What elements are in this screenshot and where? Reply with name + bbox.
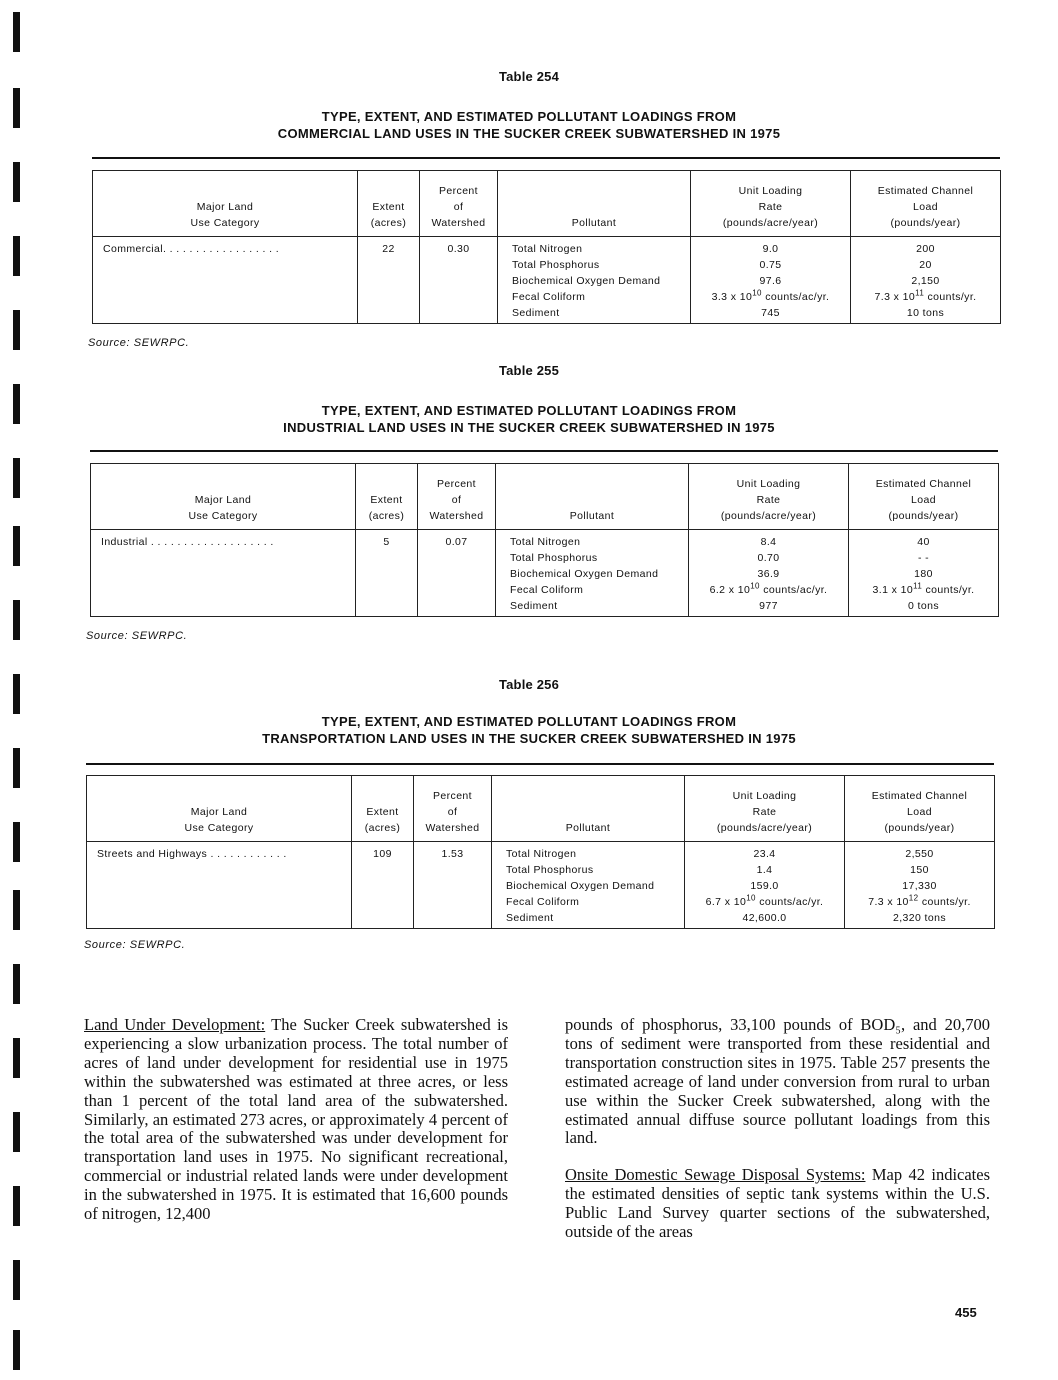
table-title-line: TYPE, EXTENT, AND ESTIMATED POLLUTANT LOADINGS FROM: [321, 714, 737, 729]
unit-rate-value: 9.0: [762, 243, 779, 255]
channel-load-value: 20: [919, 259, 932, 271]
pollutant-name: Sediment: [512, 307, 560, 319]
unit-rate-value: 97.6: [759, 275, 782, 287]
channel-load-cell: [845, 842, 995, 929]
table-title: [0, 402, 1058, 436]
pollutant-name: Fecal Coliform: [510, 584, 584, 596]
unit-rate-value: 23.4: [753, 848, 776, 860]
header-channel-load: Estimated Channel Load (pounds/year): [845, 776, 995, 842]
extent-cell: 5: [356, 530, 418, 617]
channel-load-value: 0 tons: [907, 600, 939, 612]
table-title-line: COMMERCIAL LAND USES IN THE SUCKER CREEK SUBWATERSHED IN 1975: [277, 126, 781, 141]
table-title-line: TYPE, EXTENT, AND ESTIMATED POLLUTANT LOADINGS FROM: [321, 109, 737, 124]
channel-load-value: 3.1 x $10^{11}$ counts/yr.: [872, 581, 975, 596]
body-column-left: [84, 1016, 508, 1224]
unit-rate-value: 36.9: [757, 568, 780, 580]
header-category: Major Land Use Category: [87, 776, 352, 842]
binding-mark: [13, 964, 20, 1004]
binding-mark: [13, 1260, 20, 1300]
source-note: Source: SEWRPC.: [86, 630, 188, 642]
unit-rate-value: 0.75: [759, 259, 782, 271]
page-number: 455: [955, 1305, 977, 1320]
percent-cell: 0.07: [418, 530, 496, 617]
table-row: [93, 237, 1001, 324]
category-cell: Streets and Highways . . . . . . . . . . . .: [87, 842, 352, 929]
header-channel-load: Estimated Channel Load (pounds/year): [851, 171, 1001, 237]
pollutant-name: Fecal Coliform: [506, 896, 580, 908]
binding-mark: [13, 310, 20, 350]
binding-mark: [13, 162, 20, 202]
pollutant-name: Biochemical Oxygen Demand: [506, 880, 655, 892]
binding-mark: [13, 822, 20, 862]
pollutant-name: Biochemical Oxygen Demand: [512, 275, 661, 287]
binding-mark: [13, 526, 20, 566]
channel-load-value: 40: [917, 536, 930, 548]
table-row: [87, 842, 995, 929]
channel-load-value: 150: [910, 864, 929, 876]
header-percent: Percent of Watershed: [418, 464, 496, 530]
pollutant-name: Total Phosphorus: [506, 864, 594, 876]
channel-load-value: 2,550: [905, 848, 934, 860]
category-cell: Commercial. . . . . . . . . . . . . . . . . .: [93, 237, 358, 324]
section-heading: Onsite Domestic Sewage Disposal Systems:: [565, 1165, 866, 1185]
table-title: [0, 108, 1058, 142]
table-top-rule: [92, 157, 1000, 159]
section-heading: Land Under Development:: [84, 1015, 266, 1034]
pollutant-name: Total Nitrogen: [506, 848, 577, 860]
unit-rate-cell: [685, 842, 845, 929]
paragraph-text: The Sucker Creek subwatershed is experiencing a slow urbanization process. The total number of acres of land under development for residential use in 1975 within the subwatershed was estimated at three acres, or less than 1 percent of the total land area of the subwatershed. Similarly, an estimated 273 acres, or approximately 4 percent of the total area of the subwatershed was under development for transportation land uses in 1975. No significant recreational, commercial or industrial related lands were under development in the subwatershed in 1975. It is estimated that 16,600 pounds of nitrogen, 12,400: [84, 1015, 508, 1224]
pollutant-name: Total Phosphorus: [512, 259, 600, 271]
header-pollutant: Pollutant: [492, 776, 685, 842]
table-title-line: TRANSPORTATION LAND USES IN THE SUCKER CREEK SUBWATERSHED IN 1975: [262, 731, 796, 746]
pollutant-name: Sediment: [506, 912, 554, 924]
binding-mark: [13, 600, 20, 640]
header-extent: Extent (acres): [358, 171, 420, 237]
data-table: [86, 775, 995, 929]
unit-rate-value: 1.4: [756, 864, 773, 876]
pollutant-cell: [496, 530, 689, 617]
unit-rate-cell: [691, 237, 851, 324]
body-paragraph: pounds of phosphorus, 33,100 pounds of BOD₅, and 20,700 tons of sediment were transported from these residential and transportation construction sites in 1975. Table 257 presents the estimated acreage of land under conversion from rural to urban use within the Sucker Creek subwatershed, along with the estimated annual diffuse source pollutant loadings from this land.: [565, 1015, 990, 1148]
table-top-rule: [90, 450, 998, 452]
header-percent: Percent of Watershed: [414, 776, 492, 842]
binding-mark: [13, 1186, 20, 1226]
pollutant-cell: [498, 237, 691, 324]
channel-load-cell: [851, 237, 1001, 324]
table-number: Table 255: [498, 363, 560, 378]
table-header-row: [91, 464, 999, 530]
binding-mark: [13, 12, 20, 52]
channel-load-value: 7.3 x $10^{12}$ counts/yr.: [868, 893, 971, 908]
source-note: Source: SEWRPC.: [84, 939, 186, 951]
category-cell: Industrial . . . . . . . . . . . . . . . . . . .: [91, 530, 356, 617]
data-table: [90, 463, 999, 617]
pollutant-name: Total Phosphorus: [510, 552, 598, 564]
pollutant-name: Total Nitrogen: [510, 536, 581, 548]
unit-rate-value: 42,600.0: [742, 912, 787, 924]
header-extent: Extent (acres): [356, 464, 418, 530]
percent-cell: 1.53: [414, 842, 492, 929]
channel-load-value: - -: [917, 552, 930, 564]
unit-rate-value: 6.2 x $10^{10}$ counts/ac/yr.: [709, 581, 828, 596]
source-note: Source: SEWRPC.: [88, 337, 190, 349]
body-paragraph: [84, 1016, 508, 1224]
channel-load-cell: [849, 530, 999, 617]
header-category: Major Land Use Category: [91, 464, 356, 530]
unit-rate-value: 745: [761, 307, 780, 319]
channel-load-value: 2,320 tons: [892, 912, 947, 924]
binding-mark: [13, 890, 20, 930]
pollutant-name: Sediment: [510, 600, 558, 612]
header-unit-loading: Unit Loading Rate (pounds/acre/year): [685, 776, 845, 842]
header-channel-load: Estimated Channel Load (pounds/year): [849, 464, 999, 530]
channel-load-value: 10 tons: [906, 307, 945, 319]
table-header-row: [93, 171, 1001, 237]
body-column-right: [565, 1016, 990, 1242]
binding-mark: [13, 236, 20, 276]
binding-mark: [13, 1330, 20, 1370]
data-table: [92, 170, 1001, 324]
table-title: [0, 713, 1058, 747]
table-number: Table 256: [498, 677, 560, 692]
pollutant-cell: [492, 842, 685, 929]
unit-rate-value: 6.7 x $10^{10}$ counts/ac/yr.: [705, 893, 824, 908]
binding-mark: [13, 458, 20, 498]
unit-rate-value: 3.3 x $10^{10}$ counts/ac/yr.: [711, 288, 830, 303]
table-top-rule: [86, 763, 994, 765]
unit-rate-value: 159.0: [750, 880, 779, 892]
channel-load-value: 180: [914, 568, 933, 580]
channel-load-value: 17,330: [902, 880, 937, 892]
binding-mark: [13, 1038, 20, 1078]
channel-load-value: 2,150: [911, 275, 940, 287]
paragraph-text: Map 42 indicates the estimated densities of septic tank systems within the U.S. Public Land Survey quarter sections of the subwatershed, outside of the areas: [565, 1165, 990, 1242]
percent-cell: 0.30: [420, 237, 498, 324]
unit-rate-value: 0.70: [757, 552, 780, 564]
channel-load-value: 7.3 x $10^{11}$ counts/yr.: [874, 288, 977, 303]
extent-cell: 22: [358, 237, 420, 324]
header-category: Major Land Use Category: [93, 171, 358, 237]
pollutant-name: Fecal Coliform: [512, 291, 586, 303]
extent-cell: 109: [352, 842, 414, 929]
table-title-line: INDUSTRIAL LAND USES IN THE SUCKER CREEK SUBWATERSHED IN 1975: [283, 420, 775, 435]
binding-mark: [13, 1112, 20, 1152]
table-number: Table 254: [498, 69, 560, 84]
unit-rate-value: 977: [759, 600, 778, 612]
header-percent: Percent of Watershed: [420, 171, 498, 237]
header-unit-loading: Unit Loading Rate (pounds/acre/year): [691, 171, 851, 237]
header-pollutant: Pollutant: [496, 464, 689, 530]
table-header-row: [87, 776, 995, 842]
unit-rate-value: 8.4: [760, 536, 777, 548]
table-title-line: TYPE, EXTENT, AND ESTIMATED POLLUTANT LOADINGS FROM: [321, 403, 737, 418]
pollutant-name: Total Nitrogen: [512, 243, 583, 255]
channel-load-value: 200: [916, 243, 935, 255]
header-extent: Extent (acres): [352, 776, 414, 842]
binding-mark: [13, 748, 20, 788]
header-pollutant: Pollutant: [498, 171, 691, 237]
table-row: [91, 530, 999, 617]
header-unit-loading: Unit Loading Rate (pounds/acre/year): [689, 464, 849, 530]
body-paragraph: [565, 1166, 990, 1242]
pollutant-name: Biochemical Oxygen Demand: [510, 568, 659, 580]
unit-rate-cell: [689, 530, 849, 617]
